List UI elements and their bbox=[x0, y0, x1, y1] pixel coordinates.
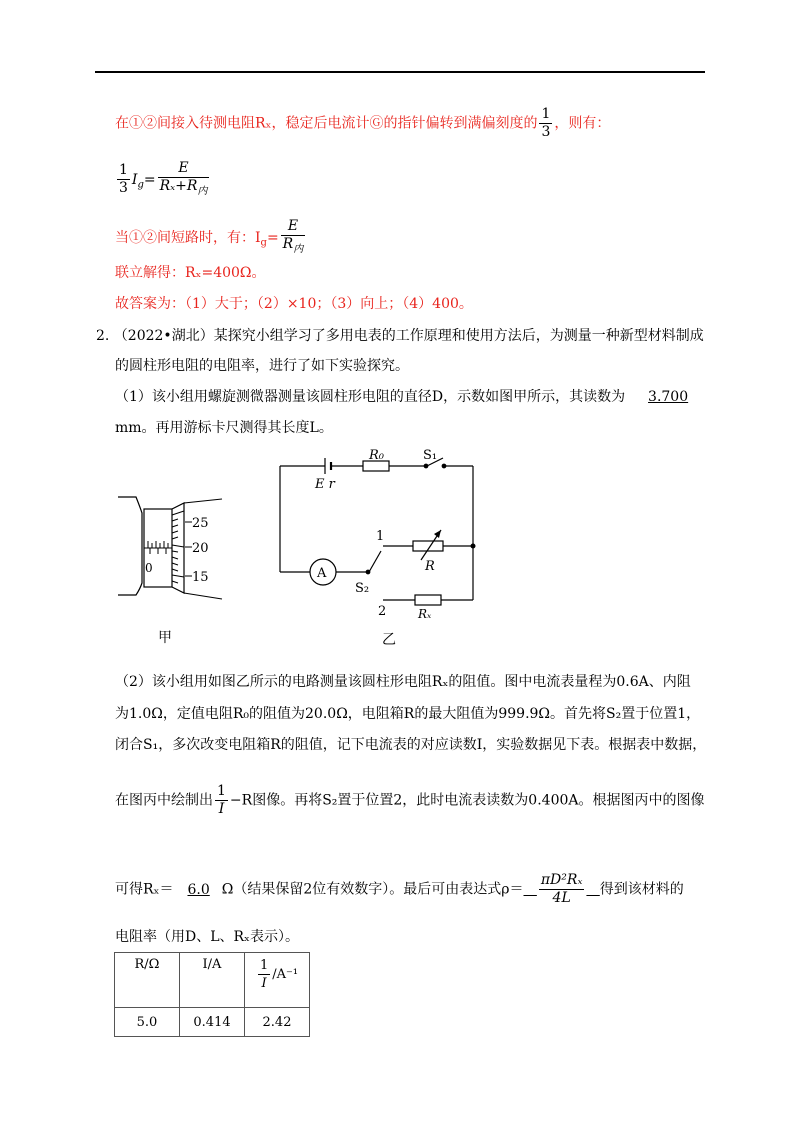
data-table bbox=[114, 952, 310, 1037]
table-header: I/A bbox=[180, 953, 245, 1008]
part-2-line-1: （2）该小组用如图乙所示的电路测量该圆柱形电阻Rₓ的阻值。图中电流表量程为0.6A、内阻 bbox=[115, 674, 691, 690]
battery-label: E r bbox=[315, 477, 335, 492]
s2-label: S₂ bbox=[355, 581, 370, 596]
circuit-figure bbox=[275, 448, 495, 623]
question-2-line-1: 2. （2022•湖北）某探究小组学习了多用电表的工作原理和使用方法后，为测量一种新型材料制成 bbox=[96, 328, 704, 344]
part-1-line-2: mm。再用游标卡尺测得其长度L。 bbox=[115, 420, 333, 436]
part-2-line-5: 可得Rₓ＝ 6.0 Ω（结果保留2位有效数字）。最后可由表达式ρ＝ $\frac{\text{πD²Rₓ}}{4L}$ 得到该材料的 bbox=[115, 872, 684, 906]
zero-label: 0 bbox=[145, 561, 153, 575]
ammeter-label: A bbox=[317, 566, 327, 581]
header-rule bbox=[95, 71, 705, 73]
table-header: $\frac{1}{I}$ /A⁻¹ bbox=[245, 953, 310, 1008]
rx-label: Rₓ bbox=[418, 607, 432, 621]
position-1-label: 1 bbox=[376, 529, 385, 544]
figure-b-caption: 乙 bbox=[382, 632, 396, 648]
micrometer-figure bbox=[110, 485, 225, 615]
part-1-line-1: （1）该小组用螺旋测微器测量该圆柱形电阻的直径D，示数如图甲所示，其读数为 3.700 bbox=[115, 389, 689, 405]
table-row bbox=[115, 1008, 310, 1037]
figure-a-caption: 甲 bbox=[158, 630, 172, 646]
solution-equation-1: $\frac{1}{3}$ $I_g=$ $\frac{E}{R_x+R_内}$ bbox=[119, 160, 208, 197]
question-2-line-2: 的圆柱形电阻的电阻率，进行了如下实验探究。 bbox=[115, 358, 409, 374]
solution-line-3: 当①②间短路时，有：$I_g=$ $\frac{E}{R_内}$ bbox=[115, 218, 304, 255]
solution-line-4: 联立解得：Rₓ=400Ω。 bbox=[115, 265, 266, 281]
tick-label: 25 bbox=[192, 516, 209, 531]
part-2-line-3: 闭合S₁，多次改变电阻箱R的阻值，记下电流表的对应读数I，实验数据见下表。根据表中数据， bbox=[115, 737, 707, 753]
solution-line-1: 在①②间接入待测电阻Rₓ，稳定后电流计Ⓖ的指针偏转到满偏刻度的 $\frac{1}{3}$ ，则有： bbox=[115, 106, 611, 140]
rheostat-label: R bbox=[425, 559, 435, 574]
table-cell: 5.0 bbox=[115, 1008, 180, 1037]
tick-label: 15 bbox=[192, 570, 209, 585]
s1-label: S₁ bbox=[423, 448, 438, 463]
table-header-row bbox=[115, 953, 310, 1008]
part-2-line-4: 在图丙中绘制出 $\frac{1}{I}$ −R图像。再将S₂置于位置2，此时电流表读数为0.400A。根据图丙中的图像 bbox=[115, 783, 705, 817]
table-cell: 2.42 bbox=[245, 1008, 310, 1037]
part-2-line-2: 为1.0Ω，定值电阻R₀的阻值为20.0Ω，电阻箱R的最大阻值为999.9Ω。首先将S₂置于位置1， bbox=[115, 706, 701, 722]
tick-label: 20 bbox=[192, 541, 209, 556]
answer-summary: 故答案为：（1）大于；（2）×10；（3）向上；（4）400。 bbox=[115, 296, 473, 312]
r0-label: R₀ bbox=[369, 448, 384, 463]
table-header: R/Ω bbox=[115, 953, 180, 1008]
table-cell: 0.414 bbox=[180, 1008, 245, 1037]
part-2-line-6: 电阻率（用D、L、Rₓ表示）。 bbox=[115, 929, 299, 945]
position-2-label: 2 bbox=[378, 604, 387, 619]
